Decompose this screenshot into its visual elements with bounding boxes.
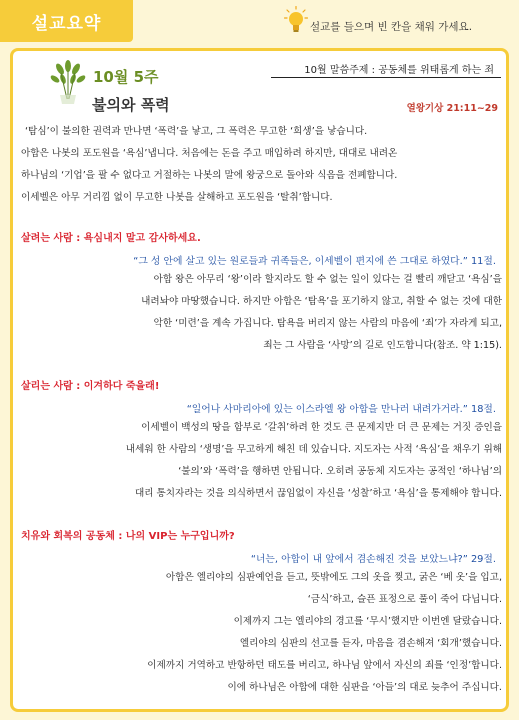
section-line: ‘불의’와 ‘폭력’을 행하면 안됩니다. 오히려 공동체 지도자는 공적인 ‘하나님’의	[178, 466, 502, 477]
section-line: 이세벨이 백성의 땅을 함부로 ‘갈취’하려 한 것도 큰 문제지만 더 큰 문제는 거짓 증인을	[141, 422, 502, 433]
header-note: 설교를 들으며 빈 칸을 채워 가세요.	[310, 21, 473, 33]
section-line: 이제까지 그는 엘리야의 경고를 ‘무시’했지만 이번엔 달랐습니다.	[233, 616, 502, 627]
section-heading-2: 살리는 사람 : 이겨하다 죽을래!	[21, 381, 160, 392]
section-line: 이에 하나님은 아합에 대한 심판을 ‘아들’의 대로 늦추어 주십니다.	[227, 682, 502, 693]
header	[0, 0, 519, 48]
section-line: 이제까지 거역하고 반항하던 태도를 버리고, 하나님 앞에서 자신의 죄를 ‘인정’합니다.	[147, 660, 502, 671]
section-line: 죄는 그 사람을 ‘사망’의 길로 인도합니다(참조. 약 1:15).	[263, 340, 502, 351]
section-line: 아합 왕은 아무리 ‘왕’이라 할지라도 할 수 없는 일이 있다는 걸 빨리 깨닫고 ‘욕심’을	[153, 274, 502, 285]
intro-line: 아합은 나봇의 포도원을 ‘욕심’냅니다. 처음에는 돈을 주고 매입하려 하지만, 대대로 내려온	[21, 148, 398, 159]
section-tab-label: 설교요약	[31, 13, 102, 34]
lightbulb-icon	[284, 6, 308, 36]
section-line: 대리 통치자라는 것을 의식하면서 끊임없이 자신을 ‘성찰’하고 ‘욕심’을 통제해야 합니다.	[134, 488, 502, 499]
section-line: ‘금식’하고, 슬픈 표정으로 풀이 죽어 다닙니다.	[307, 594, 502, 605]
scripture-reference: 열왕기상 21:11~29	[406, 103, 498, 114]
theme-underline	[271, 77, 501, 78]
intro-line: 하나님의 ‘기업’을 팔 수 없다고 거절하는 나봇의 말에 왕궁으로 돌아와 식음을 전폐합니다.	[21, 170, 398, 181]
section-quote-2: “일어나 사마리아에 있는 이스라엘 왕 아합을 만나러 내려가거라.” 18절.	[186, 404, 496, 415]
sermon-title: 불의와 폭력	[92, 96, 170, 114]
section-line: 악한 ‘미련’을 계속 가집니다. 탐욕을 버리지 않는 사람의 마음에 ‘죄’가 자라게 되고,	[153, 318, 502, 329]
section-tab	[0, 0, 133, 42]
sermon-date: 10월 5주	[93, 68, 159, 86]
section-heading-3: 치유와 회복의 공동체 : 나의 VIP는 누구입니까?	[21, 531, 235, 542]
section-line: 엘리야의 심판의 선고를 듣자, 마음을 겸손해져 ‘회개’했습니다.	[239, 638, 502, 649]
section-quote-1: “그 성 안에 살고 있는 원로들과 귀족들은, 이세벨이 편지에 쓴 그대로 하였다.” 11절.	[133, 256, 496, 267]
section-body-1	[21, 269, 504, 357]
section-body-3	[21, 567, 504, 699]
wheat-plant-icon	[46, 59, 90, 105]
section-line: 내려놔야 마땅했습니다. 하지만 아합은 ‘탐욕’을 포기하지 않고, 취할 수 없는 것에 대한	[141, 296, 502, 307]
sermon-card	[10, 48, 509, 712]
section-heading-1: 살려는 사람 : 욕심내지 말고 감사하세요.	[21, 233, 201, 244]
section-body-2	[21, 417, 504, 505]
section-line: 내세워 한 사람의 ‘생명’을 무고하게 해친 데 있습니다. 지도자는 사적 ‘욕심’을 채우기 위해	[125, 444, 502, 455]
section-line: 아합은 엘리야의 심판예언을 듣고, 뜻밖에도 그의 옷을 찢고, 굵은 ‘베 옷’을 입고,	[165, 572, 502, 583]
intro-paragraph	[21, 121, 504, 209]
intro-line: ‘탐심’이 불의한 권력과 만나면 ‘폭력’을 낳고, 그 폭력은 무고한 ‘희생’을 낳습니다.	[25, 126, 368, 137]
section-quote-3: “너는, 아합이 내 앞에서 겸손해진 것을 보았느냐?” 29절.	[250, 554, 496, 565]
intro-line: 이세벨은 아무 거리낌 없이 무고한 나봇을 살해하고 포도원을 ‘탈취’합니다.	[21, 192, 333, 203]
monthly-theme: 10월 말씀주제 : 공동체를 위태롭게 하는 죄	[304, 65, 494, 76]
